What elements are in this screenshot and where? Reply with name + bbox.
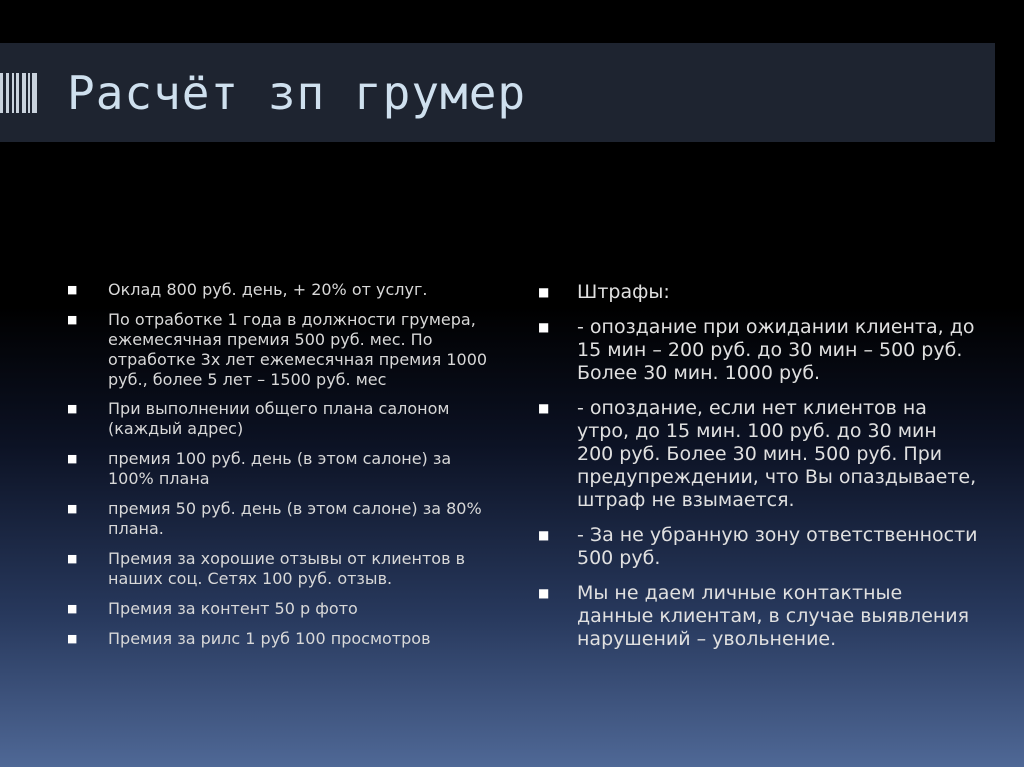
list-item xyxy=(67,549,497,589)
list-item-text: премия 100 руб. день (в этом салоне) за 100% плана xyxy=(108,449,452,488)
bullet-icon: ■ xyxy=(67,283,78,296)
list-item-text: - опоздание при ожидании клиента, до 15 мин – 200 руб. до 30 мин – 500 руб. Более 30 мин. 1000 руб. xyxy=(577,316,975,384)
bullet-icon: ■ xyxy=(67,602,78,615)
list-item xyxy=(67,310,497,390)
list-item xyxy=(538,582,978,651)
left-bullet-list xyxy=(67,280,497,659)
list-item-text: Премия за рилс 1 руб 100 просмотров xyxy=(108,629,431,648)
bullet-icon: ■ xyxy=(67,552,78,565)
list-item xyxy=(538,316,978,385)
list-item xyxy=(67,629,497,649)
list-item xyxy=(67,499,497,539)
bullet-icon: ■ xyxy=(67,502,78,515)
bullet-icon: ■ xyxy=(67,313,78,326)
list-item xyxy=(538,281,978,304)
bullet-icon: ■ xyxy=(538,528,550,542)
bullet-icon: ■ xyxy=(67,632,78,645)
list-item xyxy=(67,599,497,619)
list-item-text: Мы не даем личные контактные данные клиентам, в случае выявления нарушений – увольнение. xyxy=(577,582,970,650)
bullet-icon: ■ xyxy=(538,401,550,415)
list-item xyxy=(67,449,497,489)
slide-title: Расчёт зп грумер xyxy=(67,66,527,120)
bullet-icon: ■ xyxy=(67,402,78,415)
list-item xyxy=(67,280,497,300)
bullet-icon: ■ xyxy=(67,452,78,465)
list-item-text: При выполнении общего плана салоном (каждый адрес) xyxy=(108,399,450,438)
list-item-text: премия 50 руб. день (в этом салоне) за 80% плана. xyxy=(108,499,482,538)
list-item-text: - За не убранную зону ответственности 500 руб. xyxy=(577,524,978,569)
bullet-icon: ■ xyxy=(538,285,550,299)
list-item xyxy=(538,524,978,570)
list-item xyxy=(538,397,978,512)
right-bullet-list xyxy=(538,281,978,663)
list-item-text: Штрафы: xyxy=(577,281,670,303)
list-item xyxy=(67,399,497,439)
bullet-icon: ■ xyxy=(538,586,550,600)
list-item-text: - опоздание, если нет клиентов на утро, до 15 мин. 100 руб. до 30 мин 200 руб. Более 30 мин. 500 руб. При предупреждении, что Вы опаздываете, штраф не взымается. xyxy=(577,397,977,511)
list-item-text: Премия за хорошие отзывы от клиентов в наших соц. Сетях 100 руб. отзыв. xyxy=(108,549,466,588)
list-item-text: По отработке 1 года в должности грумера, ежемесячная премия 500 руб. мес. По отработке 3х лет ежемесячная премия 1000 руб., более 5 лет – 1500 руб. мес xyxy=(108,310,488,389)
list-item-text: Премия за контент 50 р фото xyxy=(108,599,358,618)
title-decoration xyxy=(0,73,37,113)
bullet-icon: ■ xyxy=(538,320,550,334)
list-item-text: Оклад 800 руб. день, + 20% от услуг. xyxy=(108,280,428,299)
